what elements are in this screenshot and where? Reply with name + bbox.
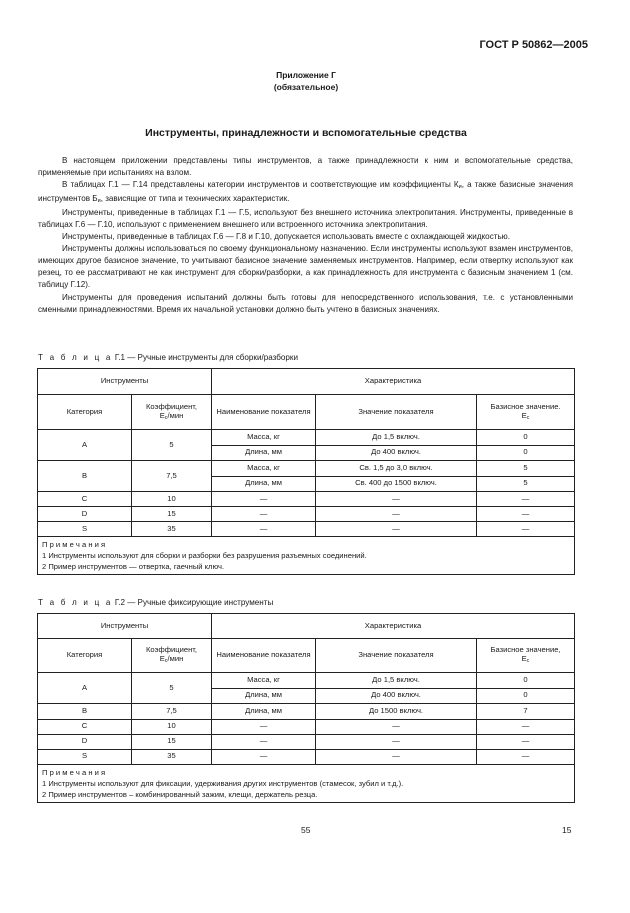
page-number-right: 15 <box>562 825 572 835</box>
header-category: Категория <box>38 639 132 673</box>
header-characteristics: Характеристика <box>212 614 575 639</box>
table-row: В 7,5 Масса, кг Св. 1,5 до 3,0 включ. 5 <box>38 461 575 477</box>
table1-caption: Т а б л и ц а Г.1 — Ручные инструменты для сборки/разборки <box>38 353 298 362</box>
header-coefficient: Коэффициент, $Е_с$/мин <box>132 639 212 673</box>
note-item: 1 Инструменты используют для сборки и разборки без разрушения разъемных соединений. <box>42 551 367 560</box>
header-value: Значение показателя <box>316 639 477 673</box>
table2 <box>37 613 575 803</box>
section-title: Инструменты, принадлежности и вспомогательные средства <box>145 127 467 139</box>
header-parameter: Наименование показателя <box>212 639 316 673</box>
table-row: Длина, мм До 400 включ. 0 <box>38 688 575 704</box>
annex-status: (обязательное) <box>273 82 339 92</box>
table-row: С 10 — — — <box>38 492 575 507</box>
header-category: Категория <box>38 395 132 430</box>
table-notes <box>38 537 575 575</box>
paragraph: Инструменты должны использоваться по своему функциональному назначению. Если инструменты используют взамен инструментов, имеющих другое базисное значение, то учитывают базисное значение заменяемых инструментов. Например, если отвертку используют как резец, то ее рассматривают не как инструмент для сборки/разборки, а как принадлежность для инструмента с базисным значением 1 (см. таблицу Г.12). <box>38 244 573 290</box>
table-row: А 5 Масса, кг До 1,5 включ. 0 <box>38 673 575 689</box>
table-row: А 5 Масса, кг До 1,5 включ. 0 <box>38 430 575 446</box>
header-coefficient: Коэффициент, $Е_с$/мин <box>132 395 212 430</box>
header-characteristics: Характеристика <box>212 369 575 395</box>
paragraph: Инструменты, приведенные в таблицах Г.1 — Г.5, используют без внешнего источника электропитания. Инструменты, приведенные в таблицах Г.6 — Г.10, используют с применением внешнего или встроенного источника электропитания. <box>38 208 573 230</box>
paragraph: В таблицах Г.1 — Г.14 представлены категории инструментов и соответствующие им коэффициенты $К_и$, а также базисные значения инструментов $Б_и$, зависящие от типа и технических характеристик. <box>38 180 573 205</box>
header-tools: Инструменты <box>38 369 212 395</box>
table-row: D 15 — — — <box>38 507 575 522</box>
table-row: S 35 — — — <box>38 522 575 537</box>
table-row: С 10 — — — <box>38 719 575 734</box>
note-item: 1 Инструменты используют для фиксации, удерживания других инструментов (стамесок, зубил и т.д.). <box>42 778 404 788</box>
table-row: В 7,5 Длина, мм До 1500 включ. 7 <box>38 704 575 720</box>
paragraph: Инструменты, приведенные в таблицах Г.6 — Г.8 и Г.10, допускается использовать вместе с охлаждающей жидкостью. <box>62 232 510 242</box>
page-number-center: 55 <box>301 825 311 835</box>
table-row: Длина, мм Св. 400 до 1500 включ. 5 <box>38 476 575 492</box>
table-row: D 15 — — — <box>38 734 575 749</box>
document-code: ГОСТ Р 50862—2005 <box>479 39 588 51</box>
header-tools: Инструменты <box>38 614 212 639</box>
paragraph: Инструменты для проведения испытаний должны быть готовы для непосредственного использования, т.е. с установленными сменными принадлежностями. Время их начальной установки должно быть учтено в базисных значениях. <box>38 292 573 314</box>
note-item: 2 Пример инструментов – комбинированный зажим, клещи, держатель резца. <box>42 789 318 799</box>
annex-title: Приложение Г <box>276 70 336 80</box>
header-base-value: Базисное значение. $Е_с$ <box>477 395 575 430</box>
table-row: S 35 — — — <box>38 749 575 764</box>
note-item: 2 Пример инструментов — отвертка, гаечный ключ. <box>42 562 225 571</box>
header-parameter: Наименование показателя <box>212 395 316 430</box>
table-row: Длина, мм До 400 включ. 0 <box>38 445 575 461</box>
notes-title: П р и м е ч а н и я <box>42 767 106 777</box>
table2-caption: Т а б л и ц а Г.2 — Ручные фиксирующие инструменты <box>38 598 274 607</box>
notes-title: П р и м е ч а н и я <box>42 540 106 549</box>
body-text <box>38 155 573 316</box>
table1 <box>37 368 575 575</box>
table-notes <box>38 764 575 802</box>
paragraph: В настоящем приложении представлены типы инструментов, а также принадлежности к ним и вспомогательные средства, применяемые при испытаниях на взлом. <box>38 156 573 178</box>
header-value: Значение показателя <box>316 395 477 430</box>
header-base-value: Базисное значение, $Е_с$ <box>477 639 575 673</box>
